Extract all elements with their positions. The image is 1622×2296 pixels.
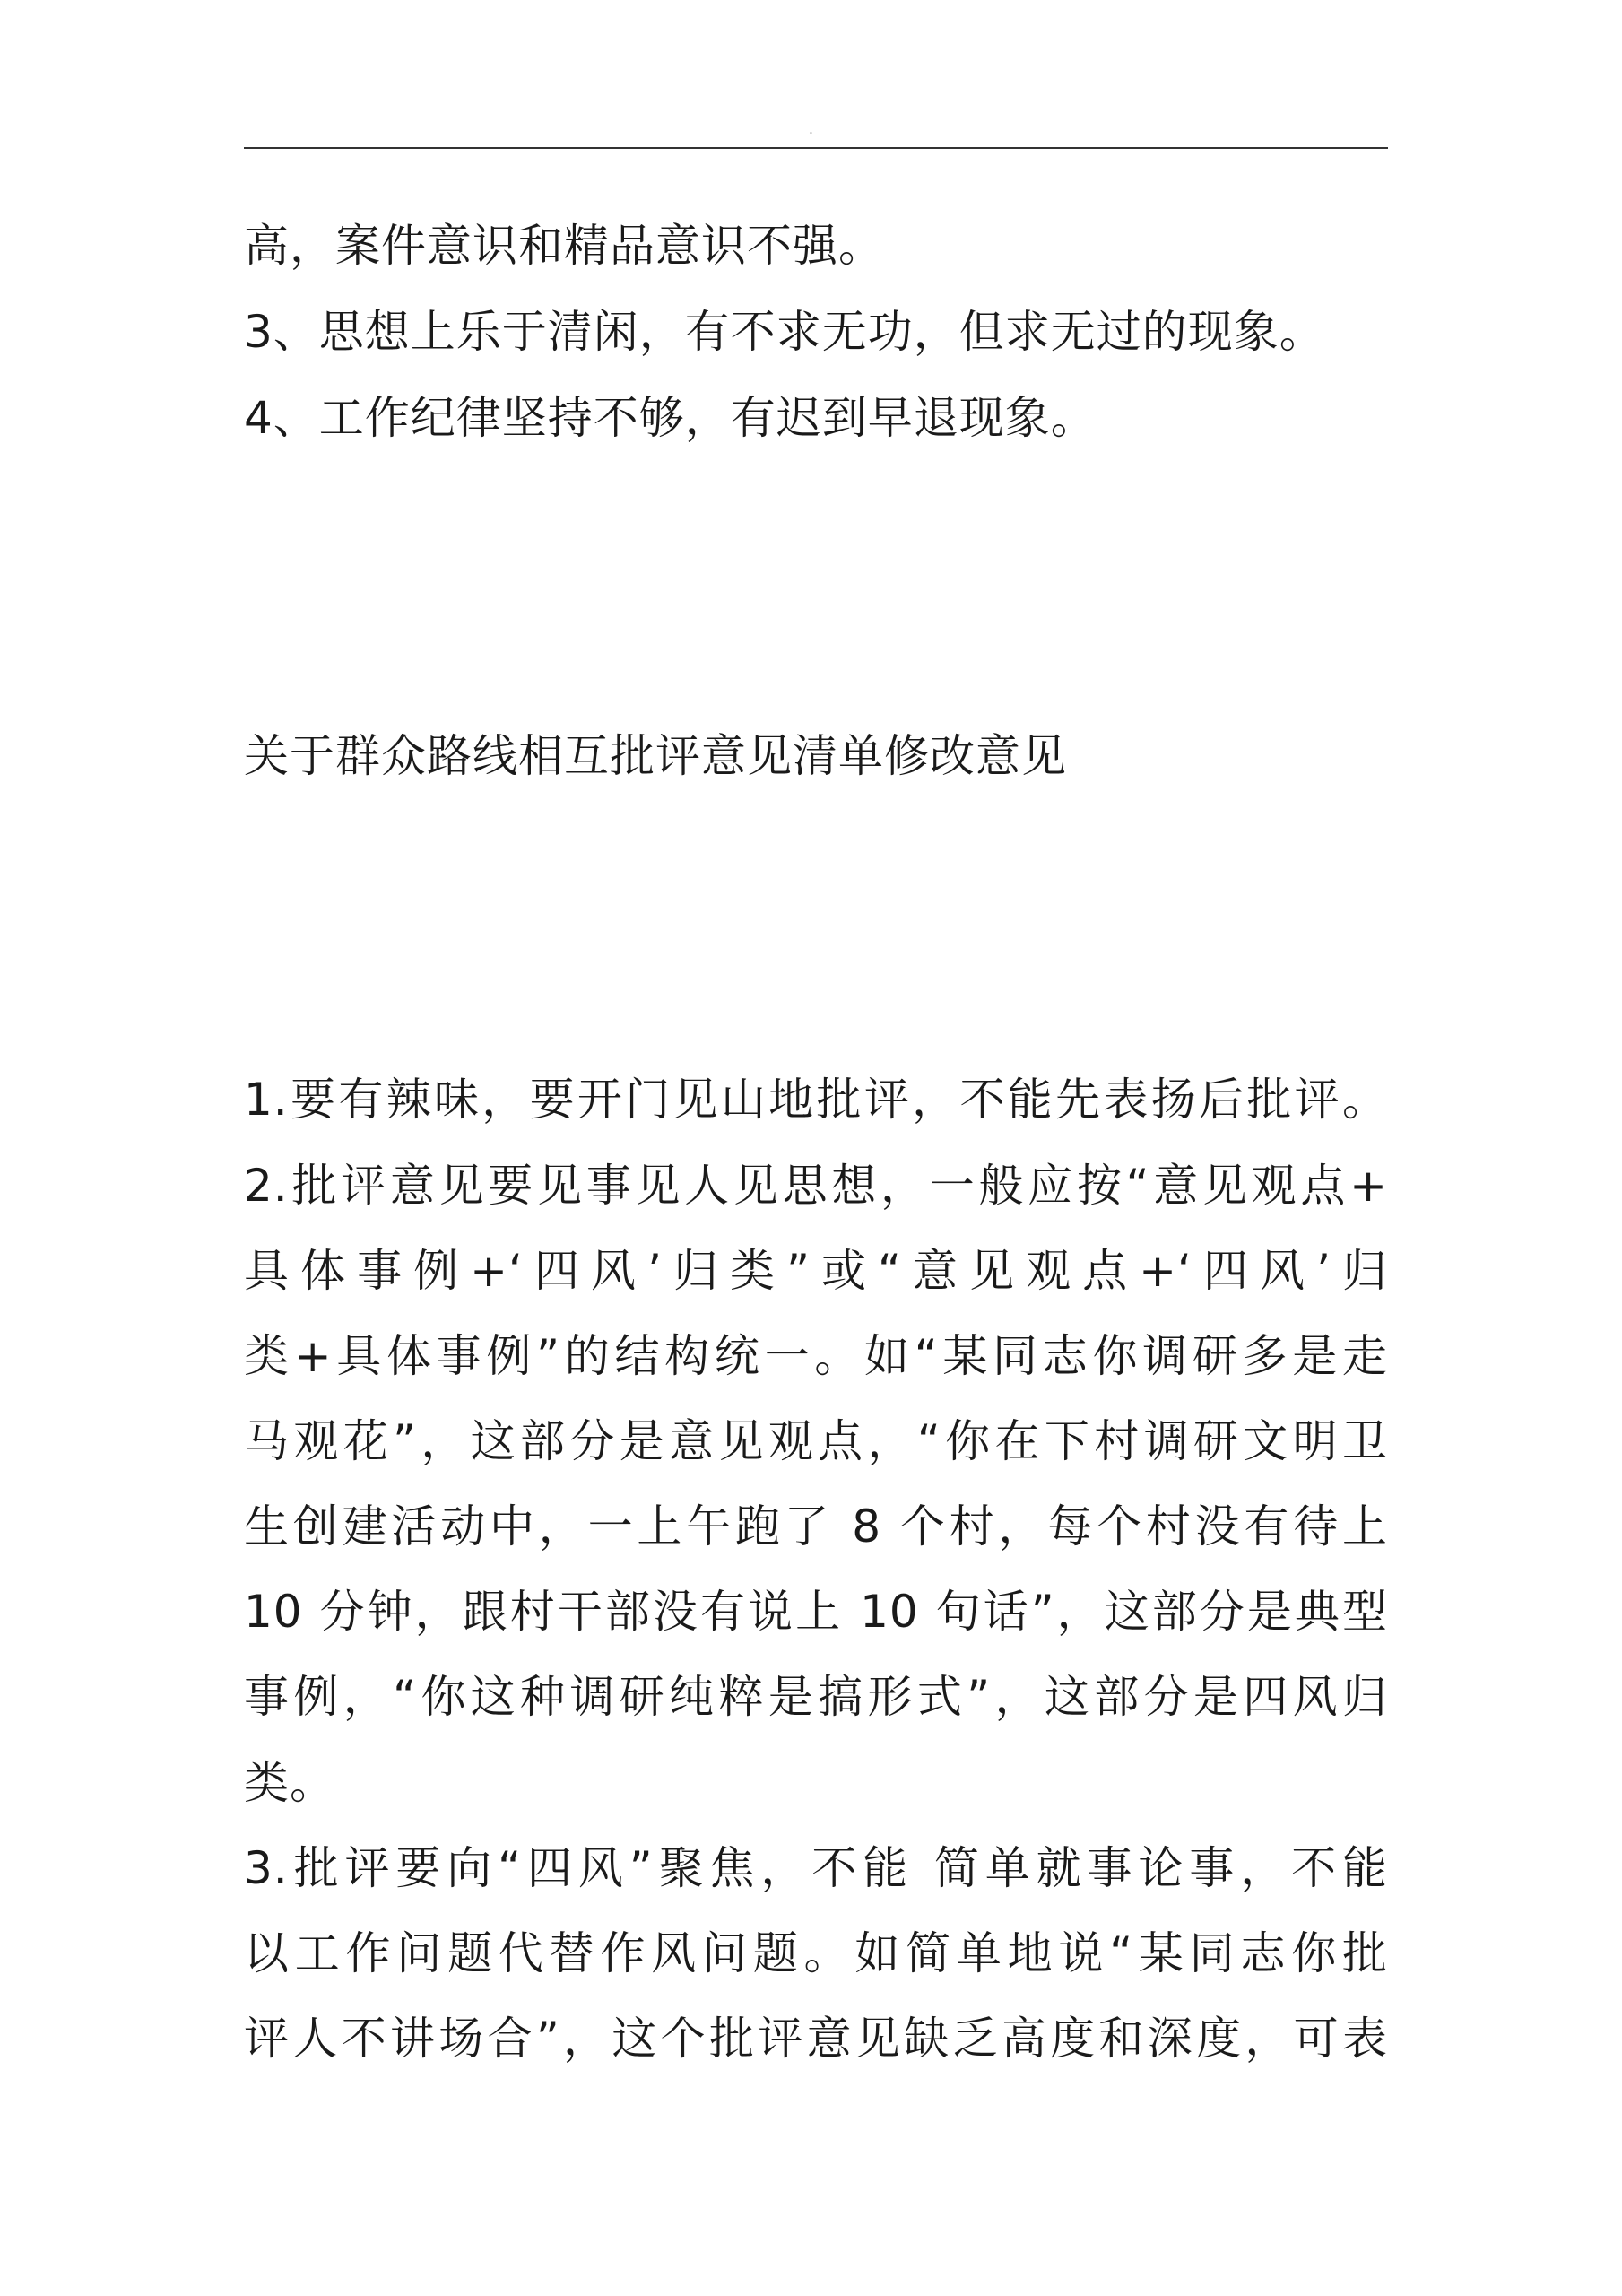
text-line: 2.批评意见要见事见人见思想，一般应按“意见观点+ <box>244 1160 1388 1212</box>
text-line: 评人不讲场合”，这个批评意见缺乏高度和深度，可表 <box>244 2013 1388 2065</box>
text-line: 类。 <box>244 1757 335 1809</box>
text-line: 高，案件意识和精品意识不强。 <box>244 220 884 272</box>
text-line: 以工作问题代替作风问题。如简单地说“某同志你批 <box>244 1927 1388 1979</box>
text-line: 生创建活动中，一上午跑了 8 个村，每个村没有待上 <box>244 1500 1388 1552</box>
header-mark: . <box>809 123 813 137</box>
text-line: 4、工作纪律坚持不够，有迟到早退现象。 <box>244 392 1097 444</box>
text-line: 3.批评要向“四风”聚焦，不能 简单就事论事，不能 <box>244 1842 1388 1894</box>
text-line: 具体事例+‘四风’归类”或“意见观点+‘四风’归 <box>244 1245 1388 1297</box>
text-line: 10 分钟，跟村干部没有说上 10 句话”，这部分是典型 <box>244 1586 1388 1638</box>
text-line: 1.要有辣味，要开门见山地批评，不能先表扬后批评。 <box>244 1074 1388 1126</box>
text-line: 3、思想上乐于清闲，有不求无功，但求无过的现象。 <box>244 306 1325 358</box>
text-line: 事例，“你这种调研纯粹是搞形式”，这部分是四风归 <box>244 1671 1388 1723</box>
text-line: 类+具体事例”的结构统一。如“某同志你调研多是走 <box>244 1330 1388 1382</box>
section-title: 关于群众路线相互批评意见清单修改意见 <box>244 730 1067 782</box>
header-divider <box>244 147 1388 149</box>
text-line: 马观花”，这部分是意见观点，“你在下村调研文明卫 <box>244 1415 1388 1467</box>
